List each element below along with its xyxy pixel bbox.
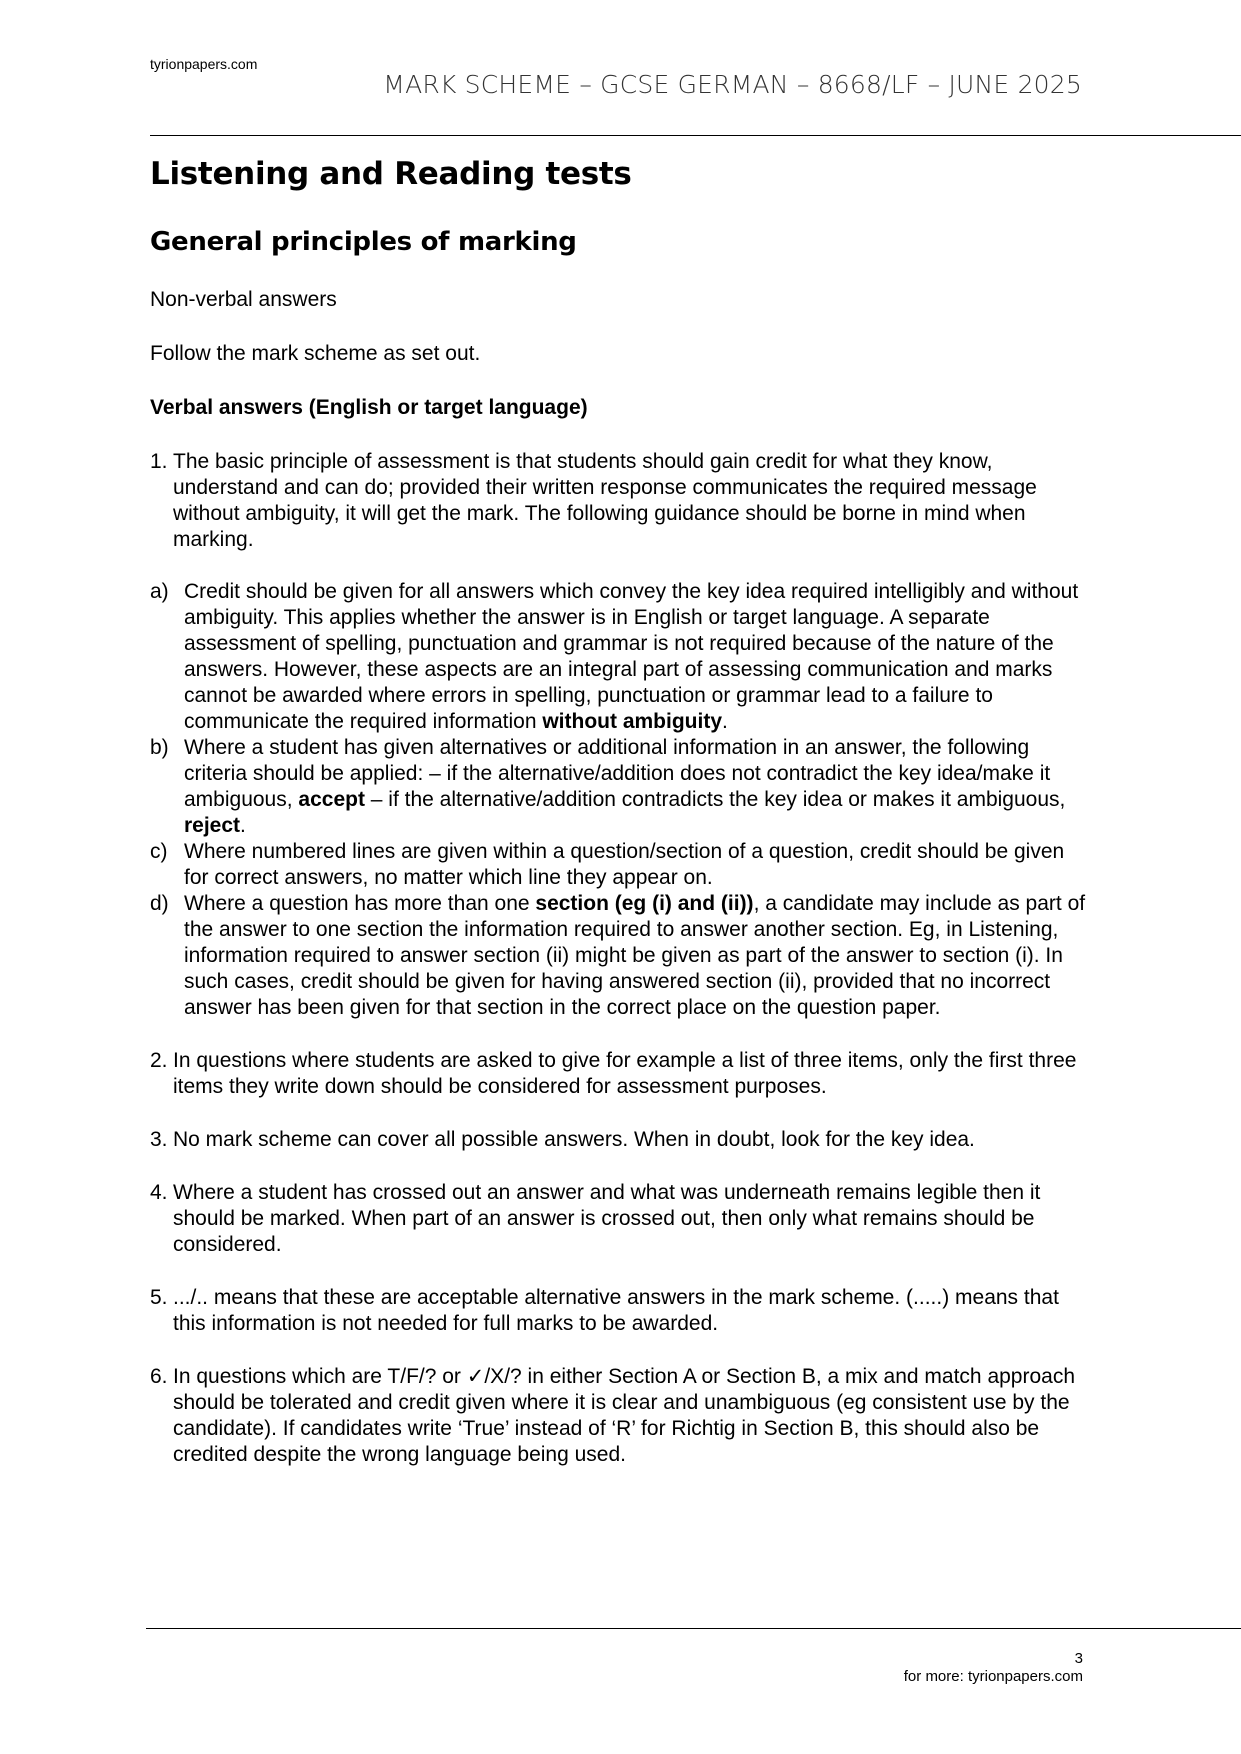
page-number: 3 [1074,1650,1083,1667]
list-item-6 [150,1364,1090,1468]
bold-run: without ambiguity [542,710,722,733]
text-run: – if the alternative/addition contradicts the key idea or makes it ambiguous, [364,788,1066,811]
sub-marker: d) [150,892,169,915]
sub-item-text [184,891,1090,1021]
page-title: Listening and Reading tests [150,156,632,192]
bold-run: accept [298,788,365,811]
sub-item-text: Where numbered lines are given within a question/section of a question, credit should be given for correct answers, no matter which line they appear on. [184,840,1065,889]
sub-item-text [184,735,1090,839]
page-content [150,150,1090,1468]
list-item-1 [150,449,1090,553]
list-marker: 5. [150,1286,168,1309]
sub-marker: b) [150,736,169,759]
watermark-text: tyrionpapers.com [150,56,258,72]
running-header: MARK SCHEME – GCSE GERMAN – 8668/LF – JUNE 2025 [383,70,1082,99]
footer-note: for more: tyrionpapers.com [903,1668,1083,1685]
sub-marker: a) [150,580,169,603]
sub-item-b [150,735,1090,839]
bold-run: section (eg (i) and (ii)) [535,892,754,915]
list-item-text: .../.. means that these are acceptable alternative answers in the mark scheme. (.....) means that this information is not needed for full marks to be awarded. [173,1286,1059,1335]
list-item-text: No mark scheme can cover all possible answers. When in doubt, look for the key idea. [173,1128,975,1151]
list-item-4 [150,1180,1090,1258]
list-item-3 [150,1127,1090,1153]
sub-marker: c) [150,840,168,863]
verbal-heading: Verbal answers (English or target language) [150,396,588,419]
section-heading: General principles of marking [150,227,577,257]
sub-item-a [150,579,1090,735]
list-marker: 3. [150,1128,168,1151]
list-item-5 [150,1285,1090,1337]
list-item-text: In questions which are T/F/? or ✓/X/? in either Section A or Section B, a mix and match approach should be tolerated and credit given where it is clear and unambiguous (eg consistent use by the candidate). If candidates write ‘True’ instead of ‘R’ for Richtig in Section B, this should also be credited despite the wrong language being used. [173,1365,1076,1466]
sub-list [150,579,1090,1021]
list-item-text: Where a student has crossed out an answer and what was underneath remains legible then it should be marked. When part of an answer is crossed out, then only what remains should be considered. [173,1181,1041,1256]
text-run: Credit should be given for all answers which convey the key idea required intelligibly and without ambiguity. This applies whether the answer is in English or target language. A separate assessment of spelling, punctuation and grammar is not required because of the nature of the answers. However, these aspects are an integral part of assessing communication and marks cannot be awarded where errors in spelling, punctuation or grammar lead to a failure to communicate the required information [184,580,1079,733]
list-marker: 1. [150,450,168,473]
footer-divider [146,1628,1241,1629]
text-run: , a candidate may include as part of the answer to one section the information required to answer another section. Eg, in Listening, information required to answer section (ii) might be given as part of the answer to section (i). In such cases, credit should be given for having answered section (ii), provided that no incorrect answer has been given for that section in the correct place on the question paper. [184,892,1086,1019]
sub-item-c [150,839,1090,891]
bold-run: reject [184,814,241,837]
non-verbal-heading: Non-verbal answers [150,288,337,311]
text-run: . [240,814,246,837]
list-item-2 [150,1048,1090,1100]
text-run: . [722,710,728,733]
header-divider [150,135,1241,136]
list-marker: 2. [150,1049,168,1072]
text-run: Where a question has more than one [184,892,536,915]
list-marker: 6. [150,1365,168,1388]
follow-instruction: Follow the mark scheme as set out. [150,342,481,365]
sub-item-d [150,891,1090,1021]
list-item-text: In questions where students are asked to give for example a list of three items, only the first three items they write down should be considered for assessment purposes. [173,1049,1077,1098]
list-marker: 4. [150,1181,168,1204]
text-run: Where a student has given alternatives or additional information in an answer, the following criteria should be applied: – if the alternative/addition does not contradict the key idea/make it ambiguous, [184,736,1051,811]
sub-item-text [184,579,1090,735]
list-item-text: The basic principle of assessment is that students should gain credit for what they know, understand and can do; provided their written response communicates the required message without ambiguity, it will get the mark. The following guidance should be borne in mind when marking. [173,450,1037,551]
